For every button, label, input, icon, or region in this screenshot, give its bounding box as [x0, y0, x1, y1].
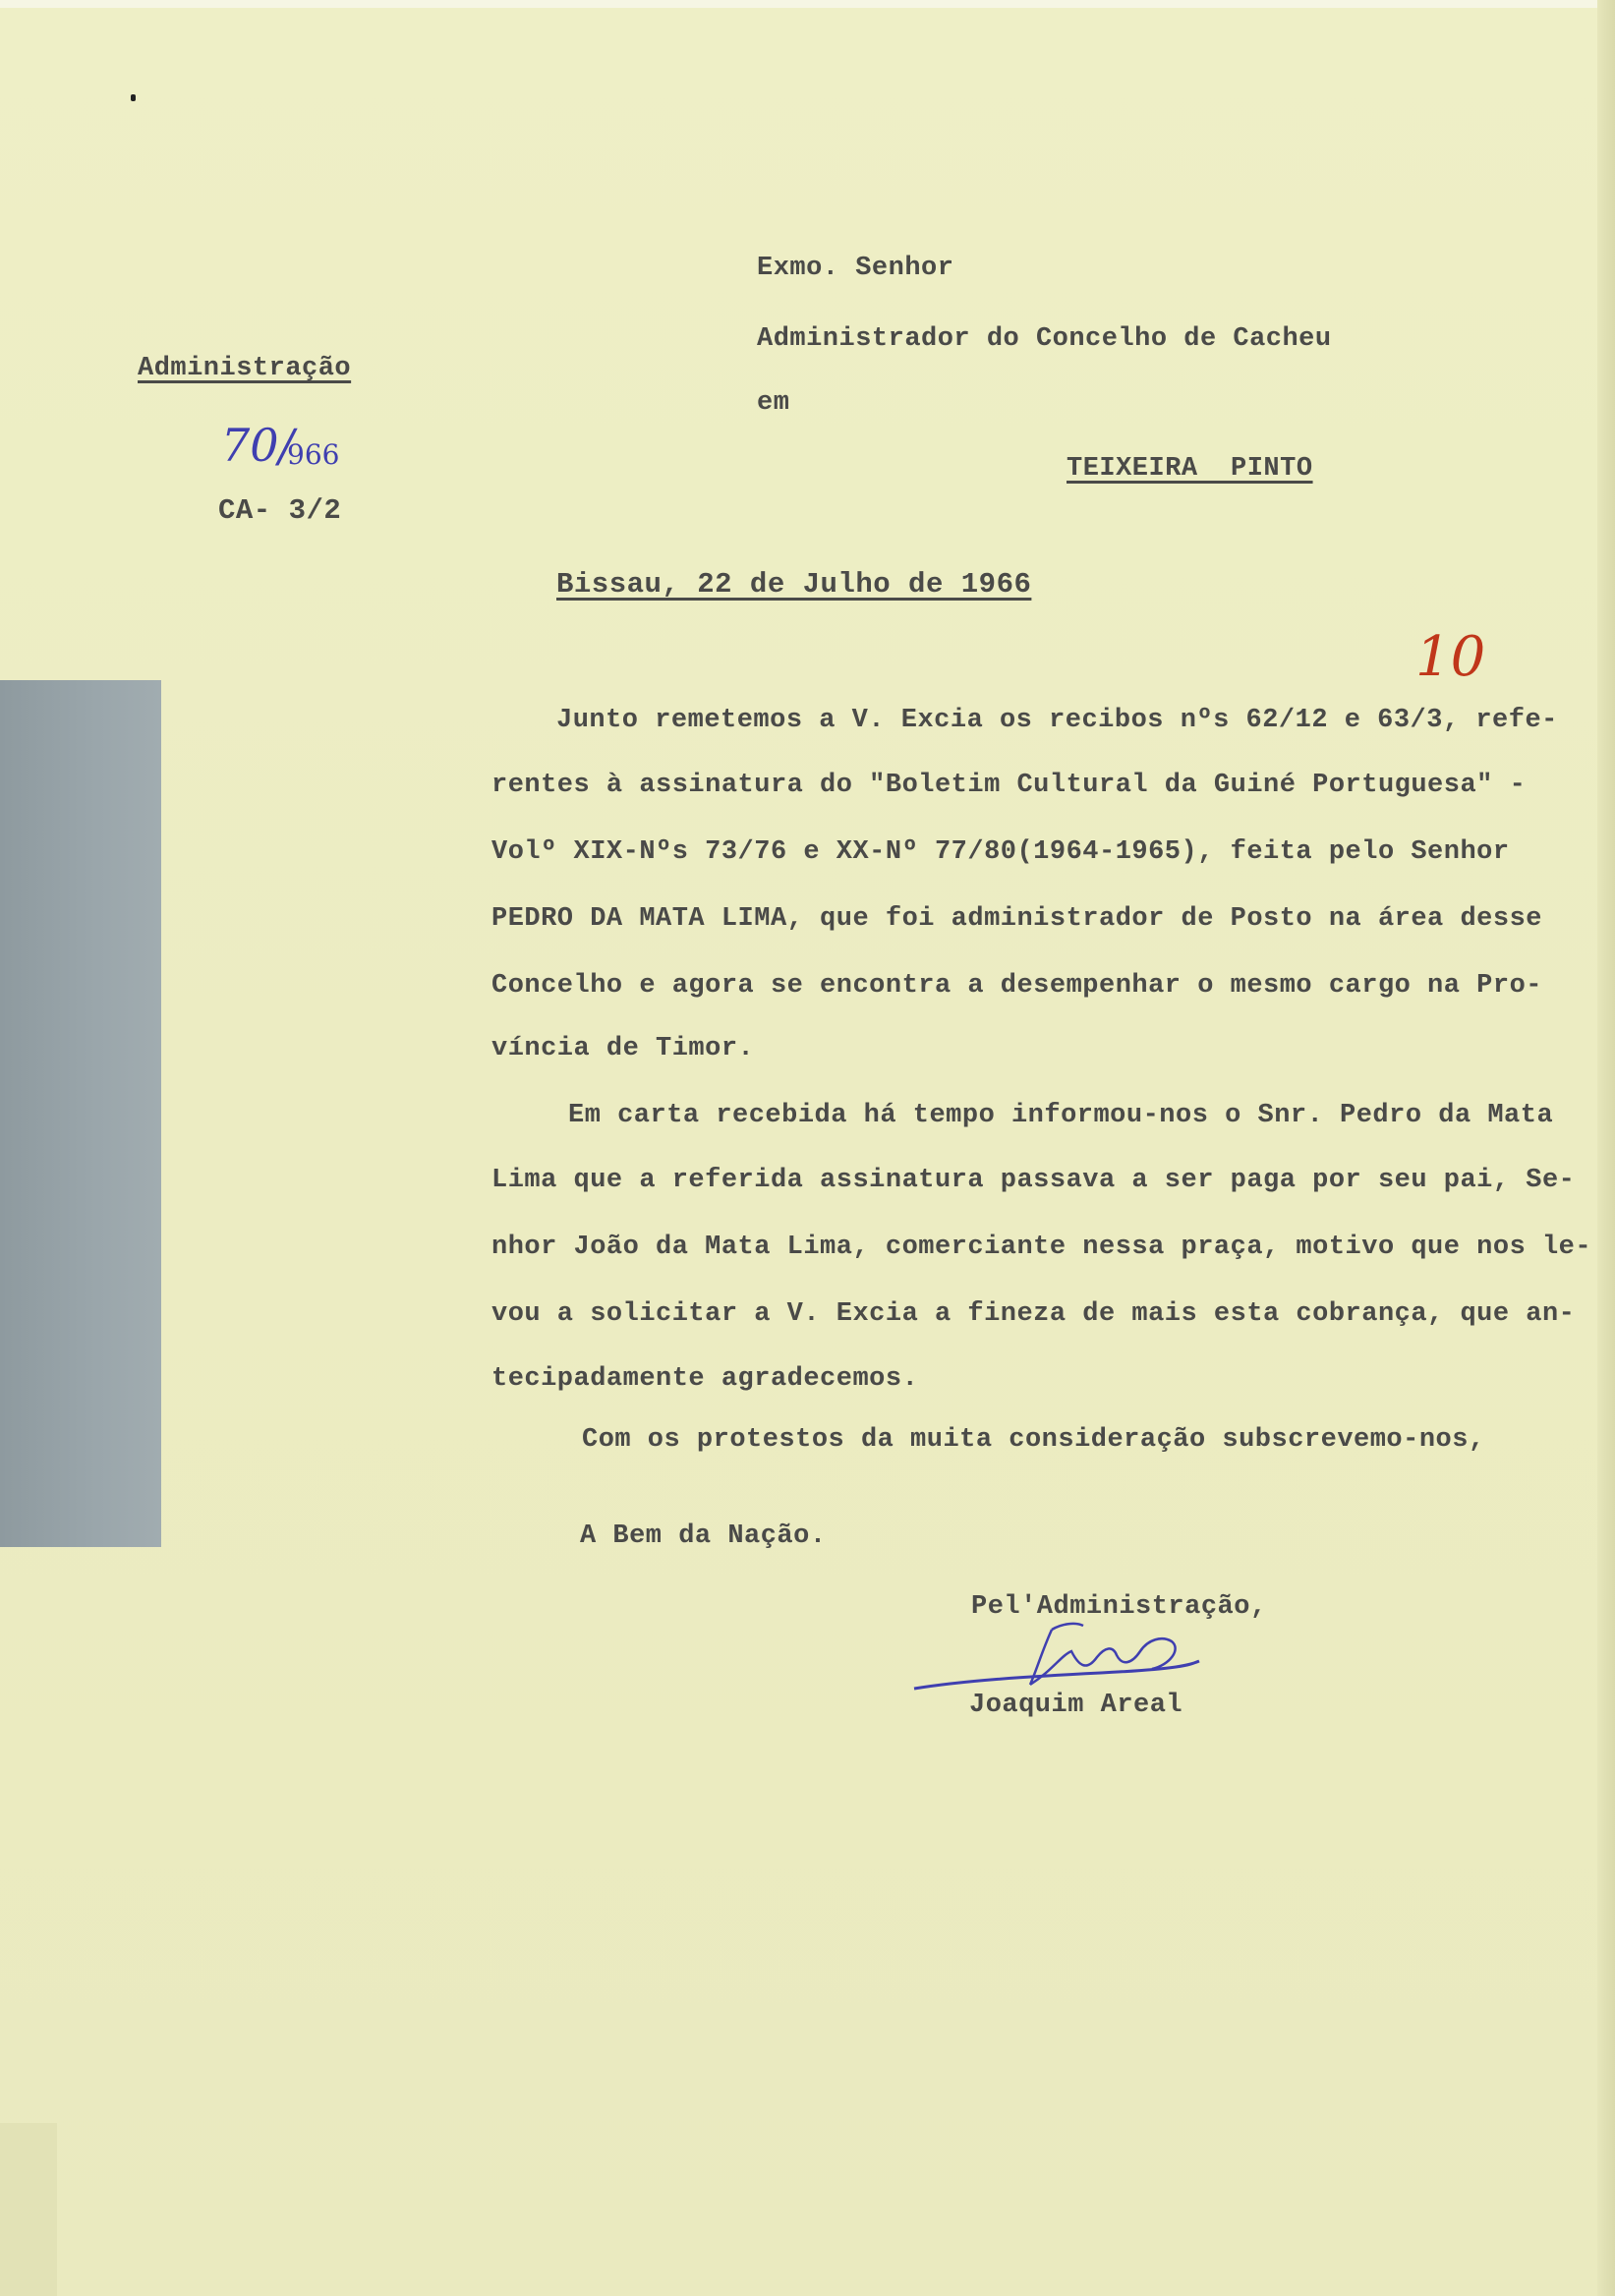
addressee: Administrador do Concelho de Cacheu [757, 324, 1332, 354]
body-line: rentes à assinatura do "Boletim Cultural da Guiné Portuguesa" - [491, 771, 1527, 800]
signature-role: Pel'Administração, [971, 1592, 1267, 1622]
salutation: Exmo. Senhor [757, 254, 954, 283]
body-line: Em carta recebida há tempo informou-nos o Snr. Pedro da Mata [568, 1101, 1554, 1130]
body-line: vou a solicitar a V. Excia a fineza de mais esta cobrança, que an- [491, 1299, 1576, 1329]
letter-date: Bissau, 22 de Julho de 1966 [556, 568, 1032, 601]
body-line: Concelho e agora se encontra a desempenhar o mesmo cargo na Pro- [491, 971, 1542, 1001]
office-heading: Administração [138, 354, 352, 383]
addressee-em: em [757, 388, 790, 418]
folder-corner [0, 2123, 57, 2296]
reference-year-handwritten: 966 [287, 438, 340, 471]
reference-code: CA- 3/2 [218, 494, 342, 527]
annotation-mark: 10 [1415, 625, 1486, 689]
body-line: Junto remetemos a V. Excia os recibos nºs 62/12 e 63/3, refe- [556, 706, 1558, 735]
paper-top-edge [0, 0, 1615, 8]
body-line: Lima que a referida assinatura passava a ser paga por seu pai, Se- [491, 1166, 1576, 1195]
body-line: tecipadamente agradecemos. [491, 1364, 919, 1394]
folder-tab [0, 680, 161, 1547]
paper-right-edge [1597, 0, 1615, 2296]
body-line: PEDRO DA MATA LIMA, que foi administrador de Posto na área desse [491, 904, 1542, 934]
ink-speck [131, 94, 136, 101]
signatory-name: Joaquim Areal [969, 1691, 1183, 1720]
addressee-place: TEIXEIRA PINTO [1067, 454, 1313, 484]
body-line: víncia de Timor. [491, 1034, 755, 1063]
body-line: nhor João da Mata Lima, comerciante nessa praça, motivo que nos le- [491, 1233, 1592, 1262]
closing-formula: A Bem da Nação. [580, 1521, 827, 1551]
body-line: Volº XIX-Nºs 73/76 e XX-Nº 77/80(1964-1965), feita pelo Senhor [491, 837, 1510, 867]
reference-number-handwritten: 70/ [221, 419, 295, 472]
body-line: Com os protestos da muita consideração subscrevemo-nos, [582, 1425, 1485, 1455]
handwritten-signature [904, 1612, 1219, 1700]
